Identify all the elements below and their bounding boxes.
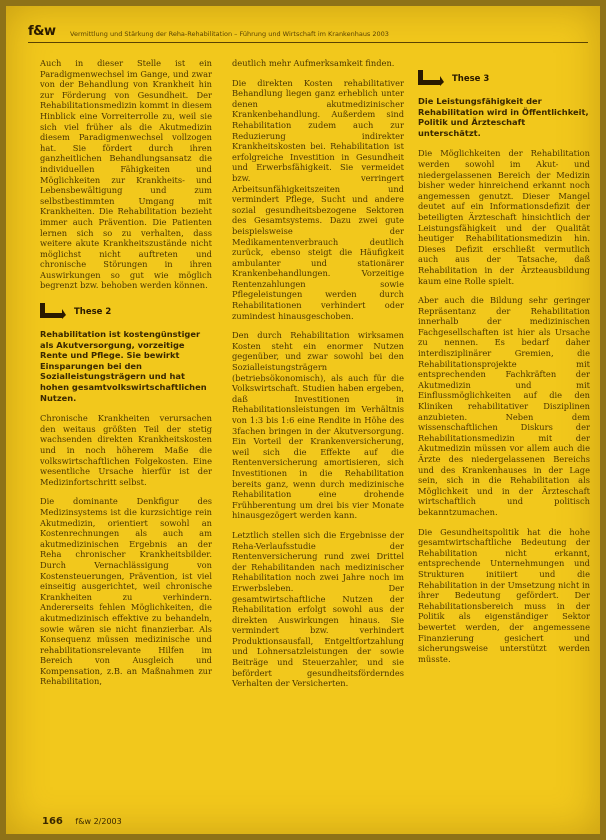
thesis-arrow-icon	[418, 70, 444, 86]
thesis-statement: Rehabilitation ist kostengünstiger als Akutversorgung, vorzeitige Rente und Pflege. Sie bewirkt Einsparungen bei den Sozialleistungsträgern und hat hohen gesamtvolkswirtschaftlichen Nutzen.	[40, 329, 207, 403]
journal-logo: f&w	[28, 24, 56, 39]
column-left	[40, 58, 212, 696]
paragraph: Die direkten Kosten rehabilitativer Behandlung liegen ganz erheblich unter denen akutmedizinischer Krankenbehandlung. Außerdem sind Rehabilitation zudem auch zur Reduzierung indirekter Krankheitskosten bei. Rehabilitation ist erfolgreiche Investition in Gesundheit und Erwerbsfähigkeit. Sie vermeidet bzw. verringert Arbeitsunfähigkeitszeiten und vermindert Pflege, Sucht und andere sozial gesundheitsbezogene Sektoren des Gesamtsystems. Dazu zwei gute beispielsweise der Medikamentenverbrauch deutlich zurück, ebenso steigt die Häufigkeit ambulanter und stationärer Krankenbehandlungen. Vorzeitige Rentenzahlungen sowie Pflegeleistungen werden durch Rehabilitationen verhindert oder zumindest hinausgeschoben.	[232, 77, 404, 321]
thesis-label: These 2	[74, 307, 112, 318]
paragraph: Die Gesundheitspolitik hat die hohe gesamtwirtschaftliche Bedeutung der Rehabilitation nicht erkannt, entsprechende Unternehmungen und Strukturen initiiert und die Rehabilitation in der Umsetzung nicht in ihrer Bedeutung gefördert. Der Rehabilitationsbereich muss in der Politik als eigenständiger Sektor bewertet werden, der angemessene Finanzierung gesichert und sicherungsweise unterstützt werden müsste.	[418, 526, 590, 664]
thesis-heading	[40, 301, 212, 323]
paragraph: Auch in dieser Stelle ist ein Paradigmenwechsel im Gange, und zwar von der Behandlung von Krankheit hin zur Förderung von Gesundheit. Der Rehabilitationsmedizin kommt in diesem Hinblick eine Vorreiterrolle zu, weil sie sich viel früher als die Akutmedizin diesem Paradigmenwechsel vollzogen hat. Sie fördert durch ihren ganzheitlichen Behandlungsansatz die individuellen Fähigkeiten und Möglichkeiten zur Krankheits- und Lebensbewältigung und zum selbstbestimmten Umgang mit Krankheiten. Die Rehabilitation bezieht immer auch Prävention. Die Patienten lernen sich so zu verhalten, dass weitere akute Krankheitszustände nicht möglichst nicht auftreten und chronische Störungen in ihren Auswirkungen so gut wie möglich begrenzt bzw. behoben werden können.	[40, 58, 212, 291]
thesis-label: These 3	[452, 74, 490, 84]
header-rule	[28, 42, 588, 43]
page-footer	[42, 816, 122, 827]
paragraph: Letztlich stellen sich die Ergebnisse der Reha-Verlaufsstudie der Rentenversicherung rund zwei Drittel der Rehabilitanden nach medizinischer Rehabilitation noch zwei Jahre noch im Erwerbsleben. Der gesamtwirtschaftliche Nutzen der Rehabilitation erfolgt sowohl aus der direkten Auswirkungen hinaus. Sie vermindert bzw. verhindert Produktionsausfall, Entgeltfortzahlung und Lohnersatzleistungen der sowie Beiträge und Steuerzahler, und sie befördert gesundheitsförderndes Verhalten der Versicherten.	[232, 529, 404, 689]
column-middle	[232, 58, 404, 698]
paragraph: Aber auch die Bildung sehr geringer Repräsentanz der Rehabilitation innerhalb der medizinischen Fachgesellschaften ist hier als Ursache zu nennen. Es bedarf daher interdisziplinärer Gremien, die Rehabilitationsprojekte mit entsprechenden Fachkräften der Akutmedizin und mit Einflussmöglichkeiten auf die den Kliniken rehabilitativer Disziplinen anzubieten. Neben dem wissenschaftlichen Diskurs der Rehabilitationsmedizin mit der Akutmedizin müssen vor allem auch die Ärzte des niedergelassenen Bereichs und des Krankenhauses in der Lage sein, sich in die Rehabilitation als Möglichkeit und in der Ärzteschaft wirtschaftlich und politisch bekanntzumachen.	[418, 295, 590, 517]
column-right	[418, 58, 590, 673]
page	[6, 6, 600, 834]
page-number: 166	[42, 816, 63, 827]
running-title: Vermittlung und Stärkung der Reha-Rehabilitation – Führung und Wirtschaft im Krankenhaus 2003	[70, 30, 389, 38]
thesis-arrow-icon	[40, 303, 66, 319]
paragraph: Chronische Krankheiten verursachen den weitaus größten Teil der stetig wachsenden direkten Krankheitskosten und in noch höherem Maße die volkswirtschaftlichen Folgekosten. Eine wesentliche Ursache hierfür ist der Medizinfortschritt selbst.	[40, 413, 212, 487]
thesis-heading	[418, 68, 590, 90]
paragraph: Den durch Rehabilitation wirksamen Kosten steht ein enormer Nutzen gegenüber, und zwar sowohl bei den Sozialleistungsträgern (betriebsökonomisch), als auch für die Volkswirtschaft. Studien haben ergeben, daß Investitionen in Rehabilitationsleistungen im Verhältnis von 1:3 bis 1:6 eine Rendite in Höhe des 3fachen bringen in der Akutversorgung. Ein Vorteil der Krankenversicherung, weil sich die Effekte auf die Rentenversicherung amortisieren, sich Investitionen in die Rehabilitation bereits ganz, wenn durch medizinische Rehabilitation eine drohende Frühberentung um drei bis vier Monate hinausgezögert werden kann.	[232, 330, 404, 521]
paragraph: Die Möglichkeiten der Rehabilitation werden sowohl im Akut- und niedergelassenen Bereich der Medizin bisher weder hinreichend erkannt noch angemessen genutzt. Dieser Mangel deutet auf ein Informationsdefizit der beteiligten Ärzteschaft hinsichtlich der Leistungsfähigkeit und der Qualität heutiger Rehabilitationsmedizin hin. Dieses Defizit erschließt vermutlich auch aus der Tatsache, daß Rehabilitation in der Ärzteausbildung kaum eine Rolle spielt.	[418, 148, 590, 286]
paragraph: deutlich mehr Aufmerksamkeit finden.	[232, 58, 395, 68]
page-header	[28, 24, 588, 44]
thesis-statement: Die Leistungsfähigkeit der Rehabilitation wird in Öffentlichkeit, Politik und Ärzteschaft unterschätzt.	[418, 96, 589, 138]
paragraph: Die dominante Denkfigur des Medizinsystems ist die kurzsichtige rein Akutmedizin, orientiert sowohl an Kostenrechnungen als auch am akutmedizinischen Ergebnis an der Reha chronischer Krankheitsbilder. Durch Vernachlässigung von Kostensteuerungen, Prävention, ist viel einseitig ausgerichtet, weil chronische Krankheiten zu verhindern. Andererseits fehlen Möglichkeiten, die akutmedizinisch effektive zu behandeln, sowie wären sie nicht finanzierbar. Als Konsequenz müssen medizinische und rehabilitationsrelevante Hilfen im Bereich von Ausgleich und Kompensation, z.B. an Maßnahmen zur Rehabilitation,	[40, 496, 212, 687]
journal-issue: f&w 2/2003	[75, 817, 122, 826]
